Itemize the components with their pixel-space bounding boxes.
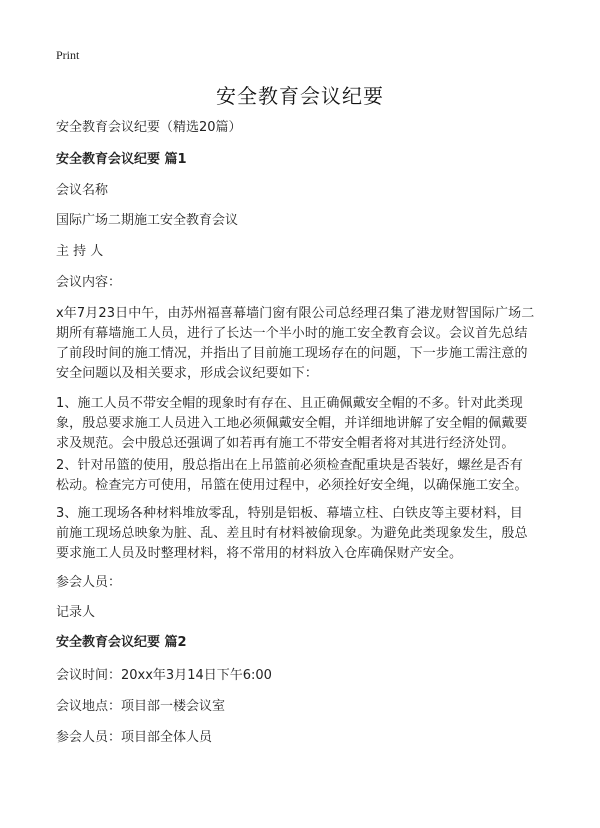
meeting-name-value: 国际广场二期施工安全教育会议 — [56, 213, 239, 228]
paragraph-line: 3、施工现场各种材料堆放零乱，特别是铝板、幕墙立柱、白铁皮等主要材料，目 — [56, 506, 523, 521]
meeting-content-paragraph — [56, 304, 546, 384]
item-2-paragraph — [56, 456, 546, 496]
paragraph-line: 了前段时间的施工情况，并指出了目前施工现场存在的问题，下一步施工需注意的 — [56, 346, 528, 361]
paragraph-line: 松动。检查完方可使用，吊篮在使用过程中，必须拴好安全绳，以确保施工安全。 — [56, 478, 528, 493]
host-label: 主 持 人 — [56, 244, 104, 259]
paragraph-line: 1、施工人员不带安全帽的现象时有存在、且正确佩戴安全帽的不多。针对此类现 — [56, 396, 523, 411]
document-title: 安全教育会议纪要 — [216, 84, 384, 108]
paragraph-line: 前施工现场总映象为脏、乱、差且时有材料被偷现象。为避免此类现象发生，殷总 — [56, 526, 528, 541]
item-3-paragraph — [56, 504, 546, 564]
article-2-heading: 安全教育会议纪要 篇2 — [56, 635, 187, 650]
paragraph-line: 求及规范。会中殷总还强调了如若再有施工不带安全帽者将对其进行经济处罚。 — [56, 436, 515, 451]
recorder-label: 记录人 — [56, 605, 96, 620]
paragraph-line: 期所有幕墙施工人员，进行了长达一个半小时的施工安全教育会议。会议首先总结 — [56, 326, 528, 341]
content-label: 会议内容： — [56, 275, 122, 290]
print-label: Print — [56, 48, 80, 62]
attendees-line: 参会人员：项目部全体人员 — [56, 730, 213, 745]
paragraph-line: 象，殷总要求施工人员进入工地必须佩戴安全帽，并详细地讲解了安全帽的佩戴要 — [56, 416, 528, 431]
paragraph-line: 要求施工人员及时整理材料，将不常用的材料放入仓库确保财产安全。 — [56, 546, 463, 561]
article-1-heading: 安全教育会议纪要 篇1 — [56, 152, 187, 167]
paragraph-line: 2、针对吊篮的使用，殷总指出在上吊篮前必须检查配重块是否装好，螺丝是否有 — [56, 458, 523, 473]
paragraph-line: x年7月23日中午，由苏州福喜幕墙门窗有限公司总经理召集了港龙财智国际广场二 — [56, 306, 535, 321]
attendees-label: 参会人员： — [56, 575, 122, 590]
paragraph-line: 安全问题以及相关要求，形成会议纪要如下： — [56, 366, 319, 381]
meeting-time-line: 会议时间：20xx年3月14日下午6:00 — [56, 668, 272, 683]
item-1-paragraph — [56, 394, 546, 454]
meeting-place-line: 会议地点：项目部一楼会议室 — [56, 699, 226, 714]
document-subtitle: 安全教育会议纪要（精选20篇） — [56, 120, 242, 135]
meeting-name-label: 会议名称 — [56, 183, 109, 198]
